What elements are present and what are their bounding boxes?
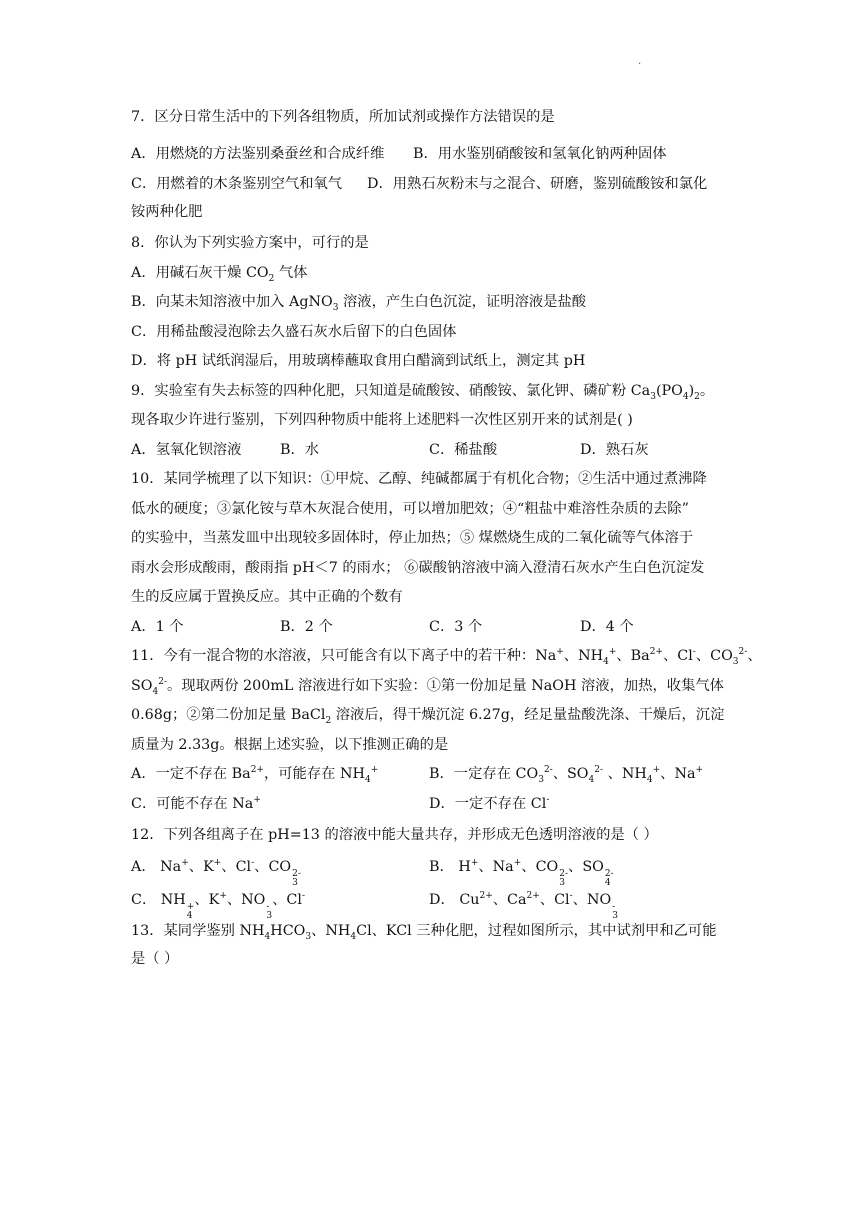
q9-option-a: A．氢氧化钡溶液 — [131, 442, 242, 458]
q7-stem: 7．区分日常生活中的下列各组物质，所加试剂或操作方法错误的是 — [131, 109, 555, 125]
q7-option-a: A．用燃烧的方法鉴别桑蚕丝和合成纤维 — [131, 146, 385, 162]
q12-option-c: C． NH + 4 、K+、NO - 3 、Cl- — [131, 891, 305, 921]
q9-option-c: C．稀盐酸 — [429, 442, 498, 458]
q10-line1: 10．某同学梳理了以下知识：①甲烷、乙醇、纯碱都属于有机化合物；②生活中通过煮沸降 — [131, 471, 707, 487]
q8-option-d: D．将 pH 试纸润湿后，用玻璃棒蘸取食用白醋滴到试纸上，测定其 pH — [131, 353, 586, 369]
q13-stem-line2: 是（ ） — [131, 951, 179, 967]
q10-line2: 低水的硬度；③氯化铵与草木灰混合使用，可以增加肥效；④“粗盐中难溶性杂质的去除” — [131, 501, 689, 517]
q12-option-b: B． H+、Na+、CO 2- 3 、SO 2- 4 — [429, 858, 614, 888]
q10-option-b: B．2 个 — [280, 619, 333, 635]
q10-line3: 的实验中，当蒸发皿中出现较多固体时，停止加热；⑤ 煤燃烧生成的二氧化硫等气体溶于 — [131, 530, 694, 546]
q11-option-b: B．一定存在 $CO_3^{2-}$、$SO_4^{2-}$ 、$NH_4^+$、Na+ — [429, 765, 704, 785]
q7-option-d-cont: 铵两种化肥 — [131, 204, 203, 220]
q9-stem-line2: 现各取少许进行鉴别，下列四种物质中能将上述肥料一次性区别开来的试剂是( ) — [131, 412, 633, 428]
q9-option-b: B．水 — [280, 442, 320, 458]
q12-option-a: A． Na+、K+、Cl-、CO 2- 3 — [131, 858, 301, 888]
q11-option-a: A．一定不存在 $Ba^{2+}$，可能存在 $NH_4^+$ — [131, 765, 379, 785]
q11-option-c: C．可能不存在 Na+ — [131, 795, 261, 812]
q9-stem-line1: 9．实验室有失去标签的四种化肥，只知道是硫酸铵、硝酸铵、氯化钾、磷矿粉 $Ca_3(PO_4)_2$。 — [131, 383, 715, 402]
page-dot: . — [638, 56, 642, 67]
q10-option-d: D．4 个 — [580, 619, 634, 635]
q10-option-c: C．3 个 — [429, 619, 483, 635]
q12-option-d: D． $Cu^{2+}$、$Ca^{2+}$、Cl-、NO - 3 — [429, 891, 618, 921]
q11-option-d: D．一定不存在 Cl- — [429, 795, 550, 812]
q11-line1: 11．今有一混合物的水溶液，只可能含有以下离子中的若干种：Na+、$NH_4^+$、$Ba^{2+}$、Cl-、$CO_3^{2-}$、 — [131, 647, 762, 667]
q8-stem: 8．你认为下列实验方案中，可行的是 — [131, 235, 369, 251]
q10-option-a: A．1 个 — [131, 619, 184, 635]
q9-option-d: D．熟石灰 — [580, 442, 649, 458]
q7-option-b: B．用水鉴别硝酸铵和氢氧化钠两种固体 — [413, 146, 667, 162]
q8-option-b: B．向某未知溶液中加入 AgNO$_3$ 溶液，产生白色沉淀，证明溶液是盐酸 — [131, 294, 587, 313]
q11-line2: $SO_4^{2-}$。现取两份 200mL 溶液进行如下实验：①第一份加足量 NaOH 溶液，加热，收集气体 — [131, 677, 724, 697]
q11-line3: 0.68g；②第二份加足量 BaCl$_2$ 溶液后，得干燥沉淀 6.27g，经足量盐酸洗涤、干燥后，沉淀 — [131, 707, 725, 726]
q12-stem: 12．下列各组离子在 pH=13 的溶液中能大量共存，并形成无色透明溶液的是（ ） — [131, 827, 658, 843]
q8-option-a: A．用碱石灰干燥 $CO_2$ 气体 — [131, 265, 308, 284]
q13-stem-line1: 13．某同学鉴别 $NH_4HCO_3$、$NH_4Cl$、KCl 三种化肥，过程如图所示，其中试剂甲和乙可能 — [131, 923, 717, 942]
q7-option-c: C．用燃着的木条鉴别空气和氧气 — [131, 176, 343, 192]
q11-line4: 质量为 2.33g。根据上述实验，以下推测正确的是 — [131, 737, 449, 753]
q10-line5: 生的反应属于置换反应。其中正确的个数有 — [131, 589, 403, 605]
q8-option-c: C．用稀盐酸浸泡除去久盛石灰水后留下的白色固体 — [131, 324, 457, 340]
q7-option-d: D．用熟石灰粉末与之混合、研磨，鉴别硫酸铵和氯化 — [367, 176, 708, 192]
q10-line4: 雨水会形成酸雨，酸雨指 pH＜7 的雨水； ⑥碳酸钠溶液中滴入澄清石灰水产生白色沉淀发 — [131, 560, 705, 576]
